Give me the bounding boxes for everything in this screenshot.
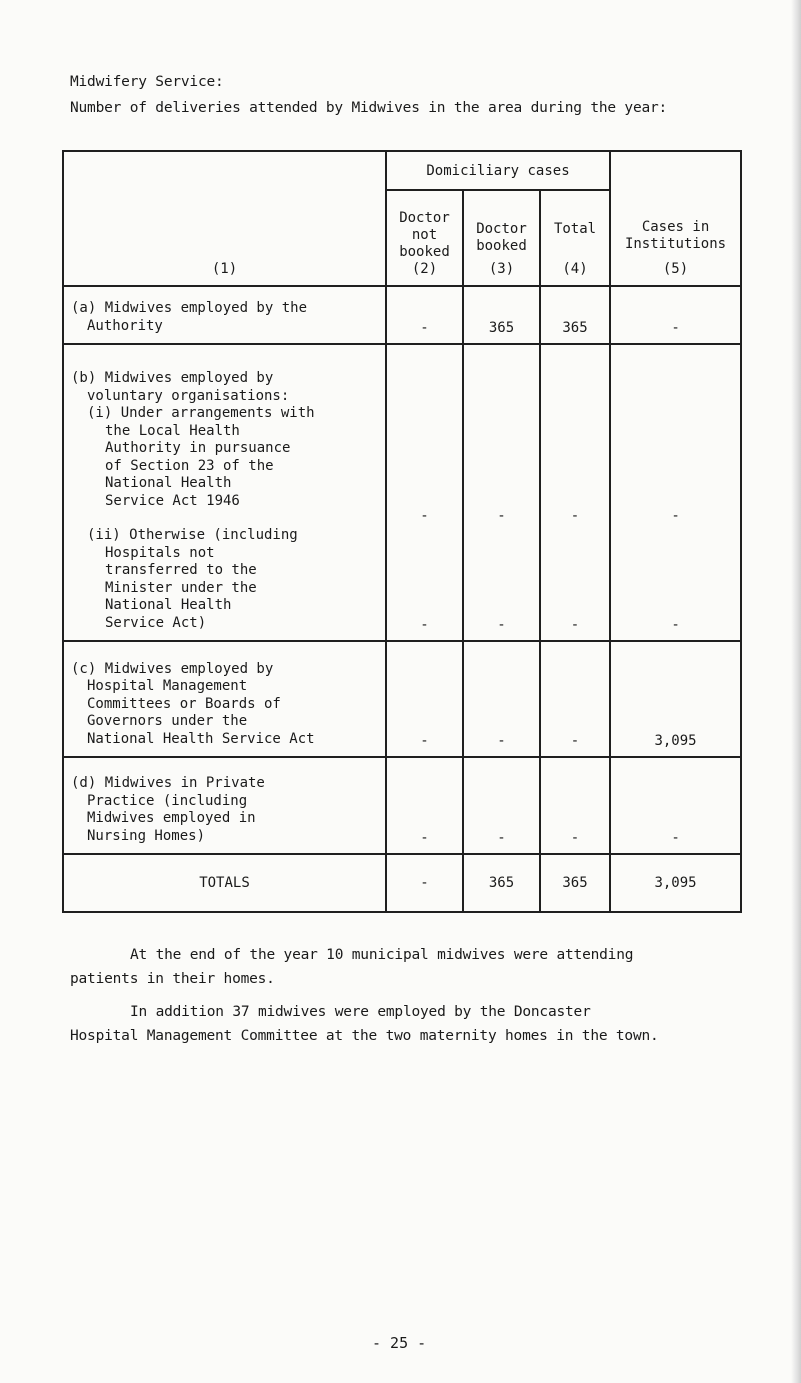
totals-col5: 3,095 [610, 854, 741, 912]
totals-row [63, 854, 741, 912]
row-b [63, 344, 741, 641]
paragraph-1-line-1: At the end of the year 10 municipal midwives were attending [130, 947, 634, 963]
totals-label: TOTALS [63, 854, 386, 912]
row-a-col2: - [386, 286, 463, 344]
col1-header: (1) [63, 151, 386, 286]
col3-header: Doctor booked (3) [463, 190, 540, 286]
domiciliary-group-header: Domiciliary cases [386, 151, 610, 190]
section-title: Midwifery Service: [70, 74, 224, 90]
paragraph-1-line-2: patients in their homes. [70, 971, 275, 987]
table-caption: Number of deliveries attended by Midwives in the area during the year: [70, 100, 668, 116]
row-b-col5: - - [610, 344, 741, 641]
row-a-col5: - [610, 286, 741, 344]
row-a-col3: 365 [463, 286, 540, 344]
col2-header: Doctor not booked (2) [386, 190, 463, 286]
deliveries-table [62, 150, 742, 913]
row-d-label: (d) Midwives in Private Practice (including Midwives employed in Nursing Homes) [63, 757, 386, 854]
col5-header: Cases in Institutions (5) [610, 151, 741, 286]
row-b-label: (b) Midwives employed by voluntary organisations: (i) Under arrangements with the Local Health Authority in pursuance of Section 23 of the National Health Service Act 1946 (ii) Otherwise (including Hospitals not transferred to the Minister under the National Health Service Act) [63, 344, 386, 641]
paragraph-2-line-2: Hospital Management Committee at the two maternity homes in the town. [70, 1028, 659, 1044]
row-d-col4: - [540, 757, 610, 854]
row-d-col3: - [463, 757, 540, 854]
paragraph-2-line-1: In addition 37 midwives were employed by the Doncaster [130, 1004, 591, 1020]
row-b-i-label: (i) Under arrangements with [87, 405, 315, 421]
row-c [63, 641, 741, 757]
row-d-col2: - [386, 757, 463, 854]
header-row-1 [63, 151, 741, 190]
row-d [63, 757, 741, 854]
totals-col4: 365 [540, 854, 610, 912]
page-edge-shadow [791, 0, 801, 1383]
row-b-col4: - - [540, 344, 610, 641]
totals-col3: 365 [463, 854, 540, 912]
row-a-col4: 365 [540, 286, 610, 344]
row-a-label: (a) Midwives employed by the Authority [63, 286, 386, 344]
row-c-col4: - [540, 641, 610, 757]
row-b-ii-label: (ii) Otherwise (including [87, 527, 298, 543]
row-a [63, 286, 741, 344]
col4-header: Total (4) [540, 190, 610, 286]
row-d-col5: - [610, 757, 741, 854]
totals-col2: - [386, 854, 463, 912]
row-c-col5: 3,095 [610, 641, 741, 757]
page-number: - 25 - [372, 1334, 427, 1352]
row-b-col2: - - [386, 344, 463, 641]
row-c-col2: - [386, 641, 463, 757]
row-c-label: (c) Midwives employed by Hospital Management Committees or Boards of Governors under the National Health Service Act [63, 641, 386, 757]
row-c-col3: - [463, 641, 540, 757]
row-b-col3: - - [463, 344, 540, 641]
